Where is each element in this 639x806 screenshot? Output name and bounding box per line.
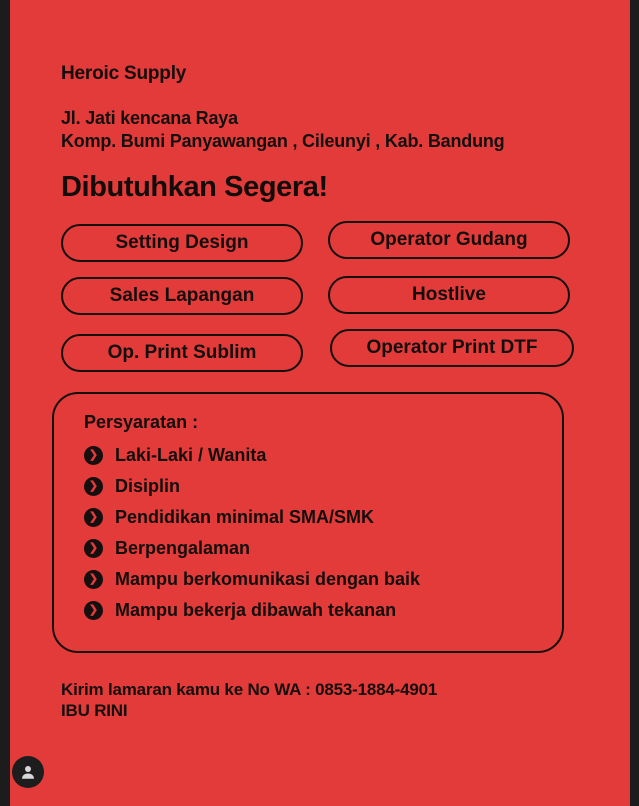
avatar[interactable] <box>12 756 44 788</box>
requirement-label: Mampu berkomunikasi dengan baik <box>115 569 421 590</box>
contact-footer <box>61 679 599 722</box>
list-item <box>84 569 542 590</box>
requirements-title: Persyaratan : <box>84 412 199 433</box>
list-item <box>84 600 542 621</box>
job-list <box>61 224 599 384</box>
page-title: Dibutuhkan Segera! <box>61 171 328 204</box>
chevron-right-icon: ❯ <box>84 477 103 496</box>
job-pill-operator-gudang: Operator Gudang <box>328 221 570 259</box>
job-pill-operator-print-dtf: Operator Print DTF <box>330 329 574 367</box>
chevron-right-icon: ❯ <box>84 508 103 527</box>
list-item <box>84 445 542 466</box>
requirement-label: Laki-Laki / Wanita <box>115 445 267 466</box>
company-address <box>61 107 599 153</box>
requirement-label: Mampu bekerja dibawah tekanan <box>115 600 397 621</box>
contact-line-2: IBU RINI <box>61 701 128 721</box>
left-edge-bar <box>0 0 10 806</box>
requirement-label: Pendidikan minimal SMA/SMK <box>115 507 375 528</box>
company-name: Heroic Supply <box>61 63 187 84</box>
chevron-right-icon: ❯ <box>84 570 103 589</box>
requirement-label: Disiplin <box>115 476 181 497</box>
right-edge-bar <box>630 0 639 806</box>
poster-content <box>61 0 599 722</box>
chevron-right-icon: ❯ <box>84 601 103 620</box>
address-line-2: Komp. Bumi Panyawangan , Cileunyi , Kab. Bandung <box>61 131 505 152</box>
person-icon <box>19 763 37 781</box>
job-pill-sales-lapangan: Sales Lapangan <box>61 277 303 315</box>
list-item <box>84 507 542 528</box>
chevron-right-icon: ❯ <box>84 446 103 465</box>
list-item <box>84 538 542 559</box>
job-pill-setting-design: Setting Design <box>61 224 303 262</box>
contact-line-1: Kirim lamaran kamu ke No WA : 0853-1884-4901 <box>61 680 438 700</box>
address-line-1: Jl. Jati kencana Raya <box>61 108 238 128</box>
requirement-label: Berpengalaman <box>115 538 251 559</box>
chevron-right-icon: ❯ <box>84 539 103 558</box>
requirements-box <box>52 392 564 653</box>
job-pill-op-print-sublim: Op. Print Sublim <box>61 334 303 372</box>
job-pill-hostlive: Hostlive <box>328 276 570 314</box>
list-item <box>84 476 542 497</box>
